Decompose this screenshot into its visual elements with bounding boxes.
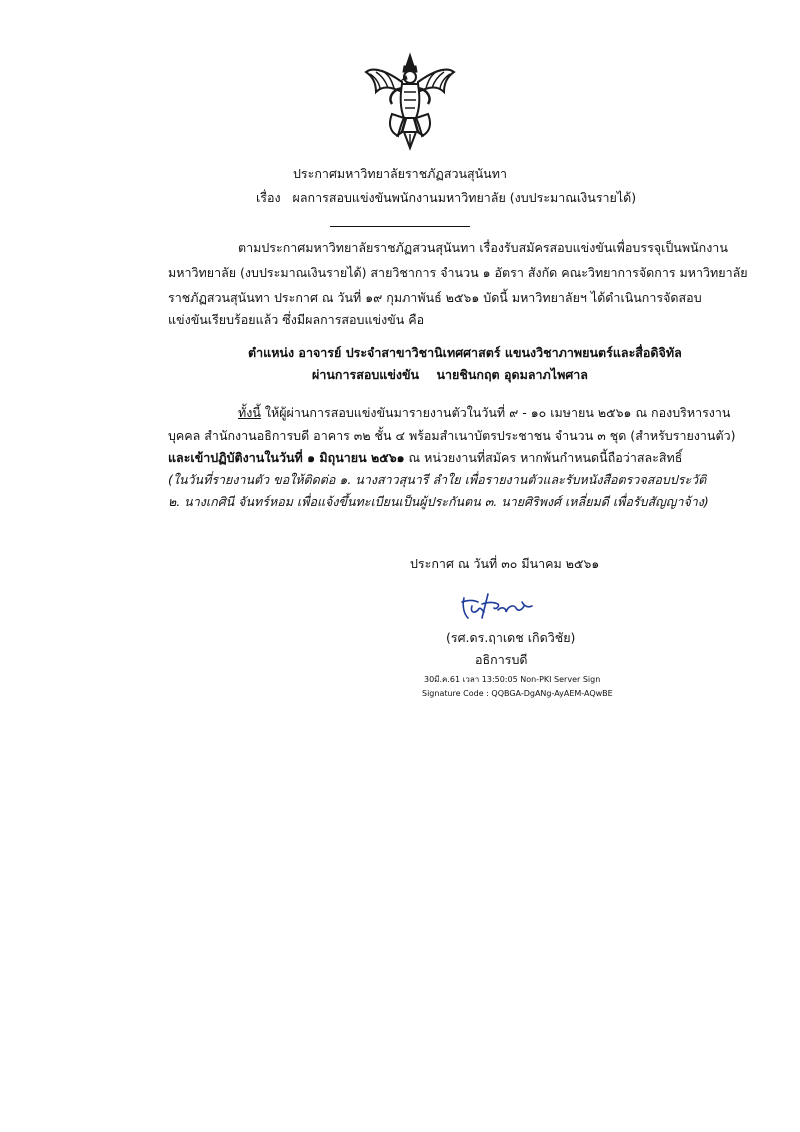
sign-stamp-code: Signature Code : QQBGA-DgANg-AyAEM-AQwBE	[422, 689, 613, 698]
para1-line: แข่งขันเรียบร้อยแล้ว ซึ่งมีผลการสอบแข่งขัน คือ	[168, 312, 425, 327]
para1-line: ตามประกาศมหาวิทยาลัยราชภัฏสวนสุนันทา เรื่องรับสมัครสอบแข่งขันเพื่อบรรจุเป็นพนักงาน	[238, 240, 728, 255]
start-work-date: และเข้าปฏิบัติงานในวันที่ ๑ มิถุนายน ๒๕๖๑	[168, 450, 405, 465]
contact-note-line: ๒. นางเกศินี จันทร์หอม เพื่อแจ้งขึ้นทะเบียนเป็นผู้ประกันตน ๓. นายศิริพงศ์ เหลี่ยมดี เพื่อรับสัญญาจ้าง)	[168, 494, 709, 509]
para2-underlined: ทั้งนี้	[238, 405, 261, 420]
para1-line: ราชภัฏสวนสุนันทา ประกาศ ณ วันที่ ๑๙ กุมภาพันธ์ ๒๕๖๑ บัดนี้ มหาวิทยาลัยฯ ได้ดำเนินการจัดสอบ	[168, 290, 702, 305]
signature-mark	[458, 588, 538, 624]
passed-line	[312, 365, 588, 385]
passed-name: นายชินกฤต อุดมลาภไพศาล	[436, 367, 588, 382]
subject-text: ผลการสอบแข่งขันพนักงานมหาวิทยาลัย (งบประมาณเงินรายได้)	[292, 190, 637, 205]
signer-title: อธิการบดี	[475, 652, 528, 667]
passed-label: ผ่านการสอบแข่งขัน	[312, 367, 420, 382]
para2-text: ให้ผู้ผ่านการสอบแข่งขันมารายงานตัวในวันที่ ๙ - ๑๐ เมษายน ๒๕๖๑ ณ กองบริหารงาน	[260, 405, 731, 420]
sign-stamp-time: 30มี.ค.61 เวลา 13:50:05 Non-PKI Server Sign	[424, 675, 601, 684]
position-line: ตำแหน่ง อาจารย์ ประจำสาขาวิชานิเทศศาสตร์ แขนงวิชาภาพยนตร์และสื่อดิจิทัล	[248, 345, 682, 360]
para2-line	[168, 448, 682, 468]
signer-name: (รศ.ดร.ฤาเดช เกิดวิชัย)	[446, 630, 576, 645]
subject-label: เรื่อง	[256, 190, 281, 205]
header-divider	[330, 226, 470, 227]
subject-line	[256, 188, 636, 208]
para2-line	[238, 403, 730, 423]
para2-line: บุคคล สำนักงานอธิการบดี อาคาร ๓๒ ชั้น ๔ พร้อมสำเนาบัตรประชาชน จำนวน ๓ ชุด (สำหรับรายงานตัว)	[168, 428, 736, 443]
announcement-title: ประกาศมหาวิทยาลัยราชภัฏสวนสุนันทา	[293, 166, 507, 181]
announced-date: ประกาศ ณ วันที่ ๓๐ มีนาคม ๒๕๖๑	[410, 556, 600, 571]
garuda-emblem-icon	[362, 52, 458, 152]
para1-line: มหาวิทยาลัย (งบประมาณเงินรายได้) สายวิชาการ จำนวน ๑ อัตรา สังกัด คณะวิทยาการจัดการ มหาวิทยาลัย	[168, 265, 748, 280]
contact-note-line: (ในวันที่รายงานตัว ขอให้ติดต่อ ๑. นางสาวสุนารี ลำใย เพื่อรายงานตัวและรับหนังสือตรวจสอบประวัติ	[168, 472, 707, 487]
para2-text: ณ หน่วยงานที่สมัคร หากพ้นกำหนดนี้ถือว่าสละสิทธิ์	[404, 450, 683, 465]
